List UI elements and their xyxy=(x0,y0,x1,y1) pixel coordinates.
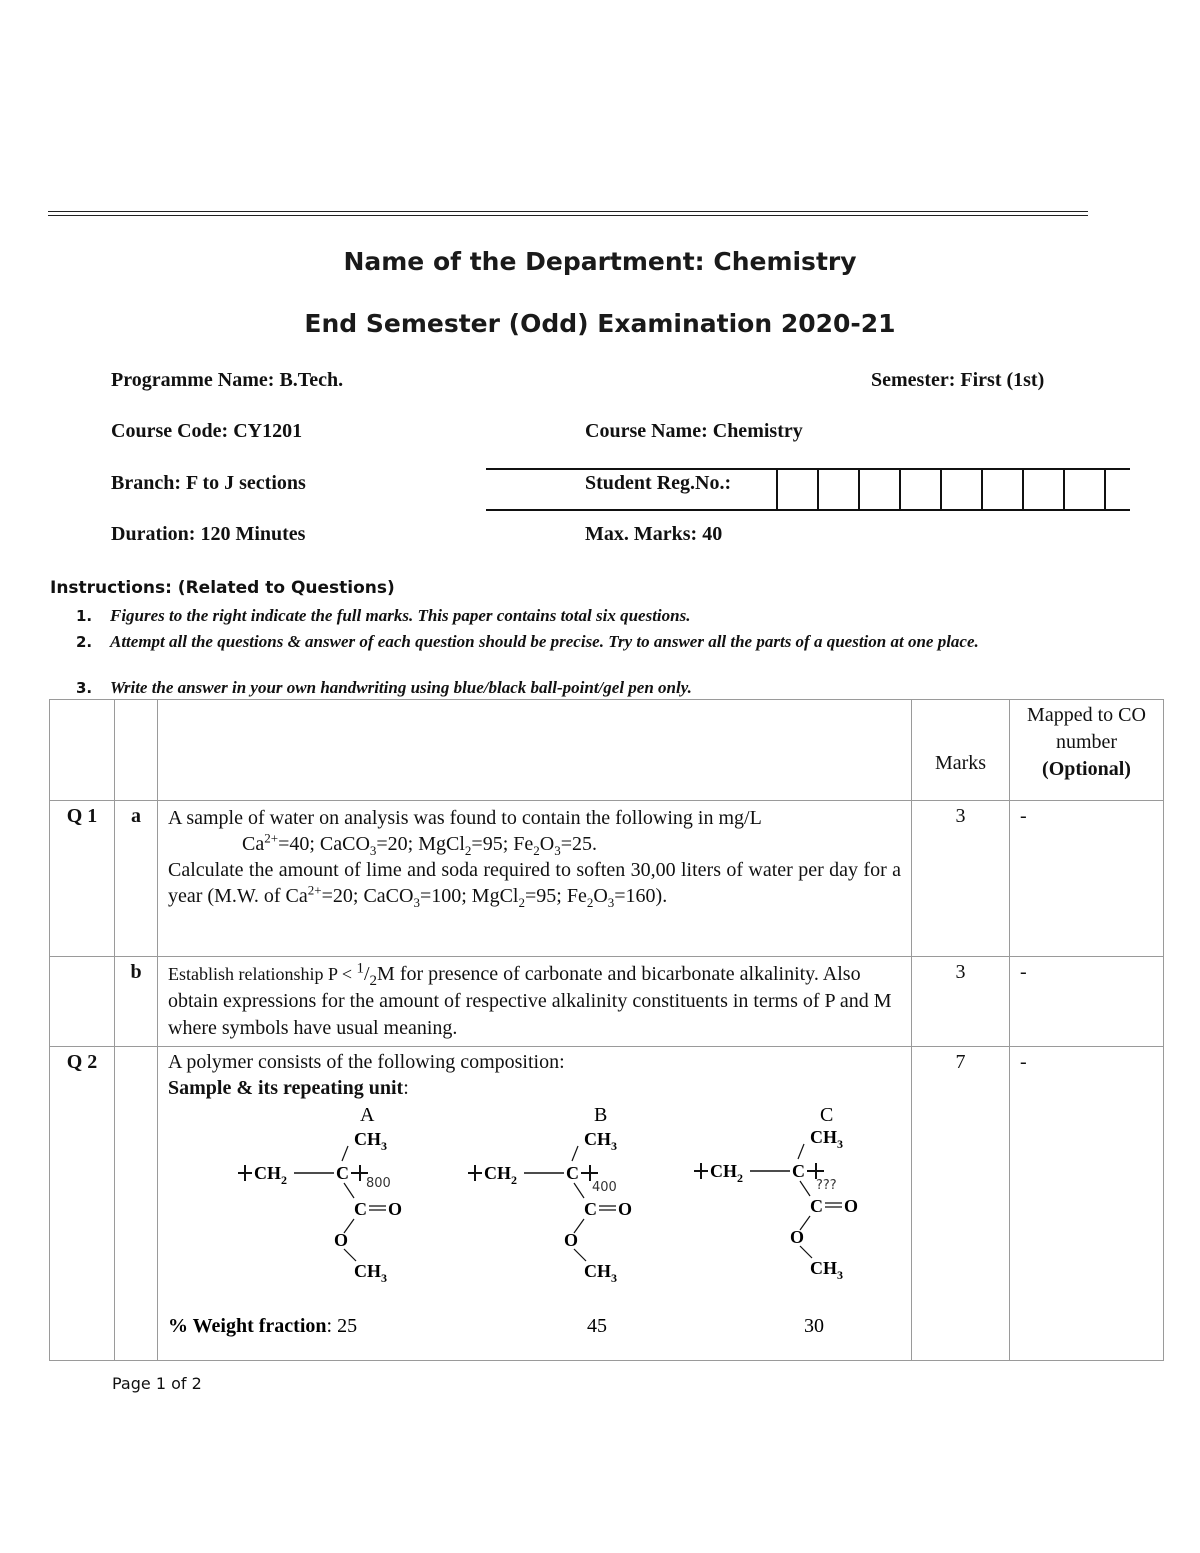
ether-oxygen: O xyxy=(564,1230,579,1250)
formula: =95; Fe xyxy=(471,833,534,855)
carbonyl-carbon: C xyxy=(810,1196,823,1216)
sample-label: B xyxy=(594,1104,608,1126)
reg-box[interactable] xyxy=(942,469,983,510)
carbonyl-carbon: C xyxy=(584,1199,597,1219)
question-marks: 3 xyxy=(912,957,1010,1047)
bond xyxy=(344,1249,356,1261)
instruction-item xyxy=(76,677,1076,699)
sample-label: A xyxy=(360,1104,375,1126)
page-number: Page 1 of 2 xyxy=(112,1374,202,1393)
empty-cell xyxy=(115,1047,158,1361)
question-text xyxy=(158,1047,912,1361)
question-text xyxy=(158,801,912,957)
top-rule-2 xyxy=(48,215,1088,216)
methoxy-ch3: $CH_3$ xyxy=(810,1258,843,1282)
carbon-atom: C xyxy=(566,1163,579,1183)
question-co: - xyxy=(1010,1047,1164,1361)
formula: =20; MgCl xyxy=(376,833,465,855)
marks-header: Marks xyxy=(912,700,1010,801)
semester: Semester: First (1st) xyxy=(871,369,1045,391)
text: =95; Fe xyxy=(524,885,587,907)
reg-box[interactable] xyxy=(901,469,942,510)
co-header xyxy=(1010,700,1164,801)
question-co: - xyxy=(1010,801,1164,957)
empty-cell xyxy=(115,700,158,801)
methoxy-ch3: $CH_3$ xyxy=(584,1261,617,1285)
ether-oxygen: O xyxy=(790,1227,805,1247)
formula: 2+ xyxy=(264,830,279,846)
fraction-numerator: 1 xyxy=(356,960,364,977)
carbon-atom: C xyxy=(792,1161,805,1181)
bond xyxy=(344,1183,354,1198)
reg-box[interactable] xyxy=(819,469,860,510)
question-marks: 3 xyxy=(912,801,1010,957)
empty-cell xyxy=(158,700,912,801)
instruction-number: 1. xyxy=(76,607,93,625)
formula: Ca xyxy=(242,833,265,855)
text: 3 xyxy=(607,895,615,910)
formula: 2 xyxy=(533,843,540,858)
table-row xyxy=(50,957,1164,1047)
text: Calculate the amount of lime and soda required to soften 30,00 liters of water per day for a year (M.W. of Ca xyxy=(168,859,901,907)
exam-title: End Semester (Odd) Examination 2020-21 xyxy=(304,309,896,338)
course-name: Course Name: Chemistry xyxy=(585,420,803,442)
degree-of-polymerization: 800 xyxy=(366,1176,391,1191)
polymer-diagram xyxy=(168,1101,888,1356)
polymer-unit-b xyxy=(468,1104,632,1285)
course-code: Course Code: CY1201 xyxy=(111,420,303,442)
empty-cell xyxy=(50,700,115,801)
question-part: b xyxy=(115,957,158,1047)
text: 2 xyxy=(518,895,525,910)
bond xyxy=(342,1146,348,1161)
text: 2 xyxy=(586,895,594,910)
fraction-slash: / xyxy=(363,963,370,985)
weight-fraction-label: % Weight fraction: 25 xyxy=(168,1315,358,1337)
table-row xyxy=(50,1047,1164,1361)
question-number: Q 2 xyxy=(50,1047,115,1361)
bond xyxy=(800,1246,812,1258)
bond xyxy=(572,1146,578,1161)
carbonyl-oxygen: O xyxy=(844,1196,859,1216)
reg-box[interactable] xyxy=(1065,469,1106,510)
student-reg-label: Student Reg.No.: xyxy=(585,472,732,494)
duration: Duration: 120 Minutes xyxy=(111,523,306,545)
reg-box[interactable] xyxy=(983,469,1024,510)
ch3-group: $CH_3$ xyxy=(810,1127,843,1151)
department-title: Name of the Department: Chemistry xyxy=(343,247,857,276)
question-number: Q 1 xyxy=(50,801,115,957)
q2-intro: A polymer consists of the following composition: xyxy=(168,1051,565,1073)
instruction-number: 3. xyxy=(76,679,93,697)
weight-fraction-b: 45 xyxy=(587,1315,607,1337)
question-part: a xyxy=(115,801,158,957)
reg-box[interactable] xyxy=(860,469,901,510)
carbon-atom: C xyxy=(336,1163,349,1183)
branch: Branch: F to J sections xyxy=(111,472,306,494)
question-co: - xyxy=(1010,957,1164,1047)
instruction-item xyxy=(76,631,1076,653)
bond xyxy=(574,1183,584,1198)
formula: O xyxy=(539,833,555,855)
instruction-text: Figures to the right indicate the full marks. This paper contains total six questions. xyxy=(110,606,691,625)
text: 2+ xyxy=(307,882,322,898)
reg-box[interactable] xyxy=(778,469,819,510)
q1a-values xyxy=(168,831,901,857)
formula: 3 xyxy=(369,843,377,858)
ether-oxygen: O xyxy=(334,1230,349,1250)
question-marks: 7 xyxy=(912,1047,1010,1361)
carbonyl-oxygen: O xyxy=(618,1199,633,1219)
q2-sample-label: Sample & its repeating unit xyxy=(168,1077,404,1099)
question-table xyxy=(49,699,1164,1361)
sample-label: C xyxy=(820,1104,834,1126)
instruction-text: Write the answer in your own handwriting using blue/black ball-point/gel pen only. xyxy=(110,678,692,697)
ch2-group: $CH_2$ xyxy=(254,1163,287,1187)
table-header-row xyxy=(50,700,1164,801)
ch3-group: $CH_3$ xyxy=(584,1129,617,1153)
empty-cell xyxy=(50,957,115,1047)
reg-box[interactable] xyxy=(1024,469,1065,510)
text: =100; MgCl xyxy=(419,885,519,907)
ch2-group: $CH_2$ xyxy=(710,1161,743,1185)
methoxy-ch3: $CH_3$ xyxy=(354,1261,387,1285)
max-marks: Max. Marks: 40 xyxy=(585,523,723,545)
ch3-group: $CH_3$ xyxy=(354,1129,387,1153)
programme-name: Programme Name: B.Tech. xyxy=(111,369,344,391)
q1a-line1: A sample of water on analysis was found to contain the following in mg/L xyxy=(168,807,762,829)
polymer-unit-a xyxy=(238,1104,402,1285)
bond xyxy=(800,1181,810,1196)
text: 3 xyxy=(413,895,420,910)
instruction-text: Attempt all the questions & answer of each question should be precise. Try to answer all the parts of a question at one place. xyxy=(110,632,979,651)
q1b-text-b: M for presence of carbonate and bicarbonate alkalinity. Also obtain expressions for the amount of respective alkalinity constituents in terms of P and M where symbols have usual meaning. xyxy=(168,963,892,1039)
question-text xyxy=(158,957,912,1047)
q1a-question xyxy=(168,857,901,909)
instruction-item xyxy=(76,605,1076,627)
instructions-heading: Instructions: (Related to Questions) xyxy=(50,578,395,598)
degree-of-polymerization: ??? xyxy=(816,1178,837,1193)
table-row xyxy=(50,801,1164,957)
polymer-unit-c xyxy=(694,1104,858,1282)
formula: =40; CaCO xyxy=(278,833,370,855)
carbonyl-carbon: C xyxy=(354,1199,367,1219)
co-header-text: Mapped to CO number xyxy=(1027,704,1146,753)
student-reg-boxes[interactable] xyxy=(776,469,1106,510)
weight-fraction-c: 30 xyxy=(804,1315,824,1337)
formula: 3 xyxy=(554,843,561,858)
polymer-structures xyxy=(168,1101,901,1356)
text: O xyxy=(593,885,608,907)
co-header-optional: (Optional) xyxy=(1042,758,1131,780)
top-rule xyxy=(48,211,1088,212)
degree-of-polymerization: 400 xyxy=(592,1180,617,1195)
q1b-text-a: Establish relationship P < xyxy=(168,964,357,984)
instruction-number: 2. xyxy=(76,633,93,651)
bond xyxy=(574,1249,586,1261)
q2-sample-row: Sample & its repeating unit: xyxy=(168,1077,409,1099)
fraction-denominator: 2 xyxy=(369,973,378,989)
bond xyxy=(798,1144,804,1159)
formula: 2 xyxy=(464,843,472,858)
text: =20; CaCO xyxy=(321,885,414,907)
formula: =25. xyxy=(560,833,597,855)
carbonyl-oxygen: O xyxy=(388,1199,403,1219)
text: =160). xyxy=(614,885,668,907)
ch2-group: $CH_2$ xyxy=(484,1163,517,1187)
